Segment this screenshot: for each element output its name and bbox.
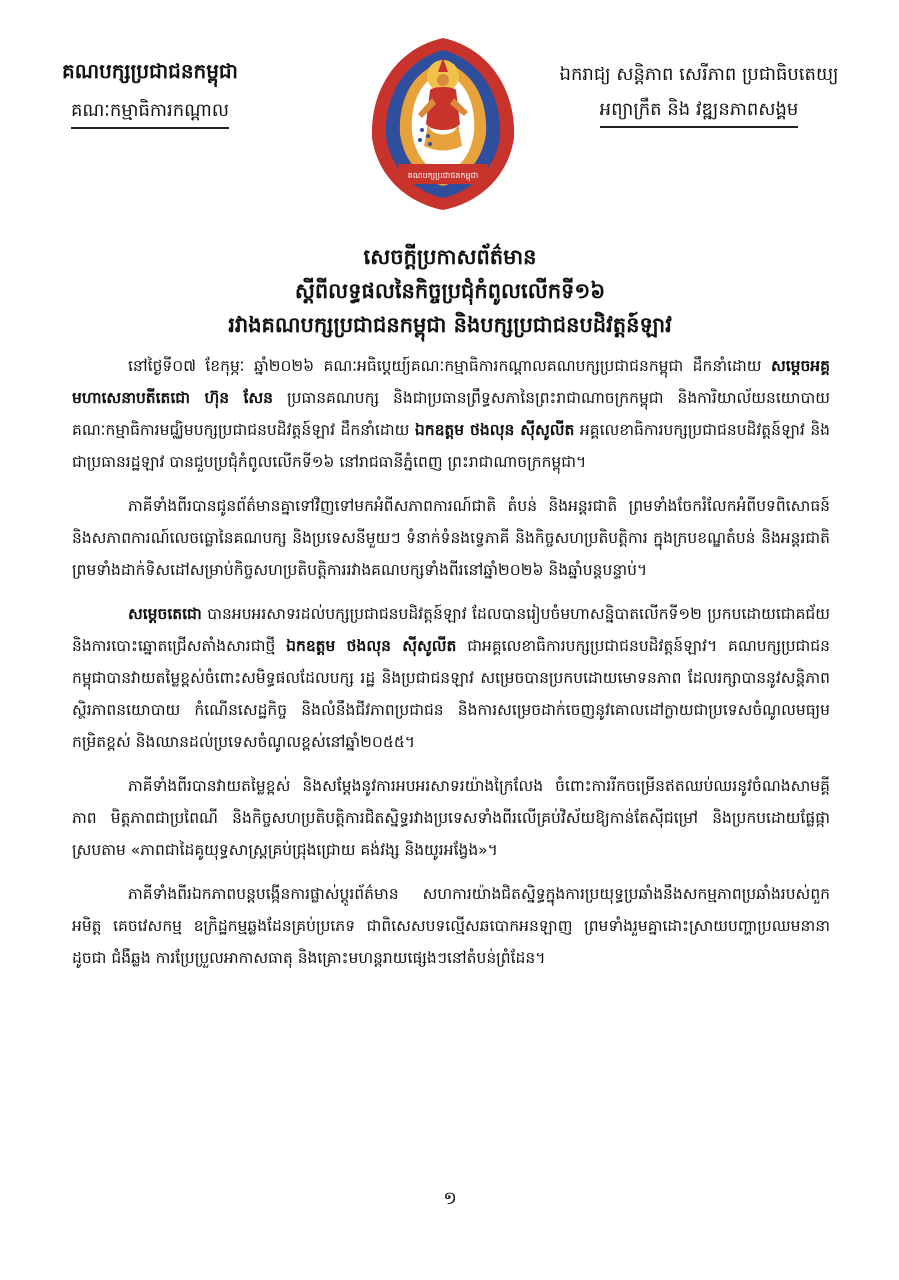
p1-thongloun: ឯកឧត្តម ថងលុន ស៊ីសូលីត	[414, 421, 575, 439]
document-body	[72, 350, 830, 986]
committee-name: គណៈកម្មាធិការកណ្តាល	[71, 98, 229, 129]
page-number: ១	[443, 1188, 457, 1209]
paragraph-4: ភាគីទាំងពីរបានវាយតម្លៃខ្ពស់ និងសម្តែងនូវការអបអរសាទរយ៉ាងក្រៃលែង ចំពោះការរីកចម្រើនឥតឈប់ឈរនូវចំណងសាមគ្គីភាព មិត្តភាពជាប្រពៃណី និងកិច្ចសហប្រតិបត្តិការជិតស្និទ្ធរវាងប្រទេសទាំងពីរលើគ្រប់វិស័យឱ្យកាន់តែស៊ីជម្រៅ និងប្រកបដោយផ្លែផ្កា ស្របតាម «ភាពជាដៃគូយុទ្ធសាស្ត្រគ្រប់ជ្រុងជ្រោយ គង់វង្ស និងយូរអង្វែង»។	[72, 777, 830, 859]
paragraph-5: ភាគីទាំងពីរឯកភាពបន្តបង្កើនការផ្លាស់ប្តូរព័ត៌មាន សហការយ៉ាងជិតស្និទ្ធក្នុងការប្រយុទ្ធប្រឆាំងនឹងសកម្មភាពប្រឆាំងរបស់ពួកអមិត្ត គេចវេសកម្ម ឧក្រិដ្ឋកម្មឆ្លងដែនគ្រប់ប្រភេទ ជាពិសេសបទល្មើសឆបោកអនឡាញ ព្រមទាំងរួមគ្នាដោះស្រាយបញ្ហាប្រឈមនានាដូចជា ជំងឺឆ្លង ការប្រែប្រួលអាកាសធាតុ និងគ្រោះមហន្តរាយផ្សេងៗនៅតំបន់ព្រំដែន។	[72, 885, 830, 967]
p3-samdech: សម្តេចតេជោ	[128, 605, 202, 623]
national-motto-line1: ឯករាជ្យ សន្តិភាព សេរីភាព ប្រជាធិបតេយ្យ	[559, 64, 839, 85]
p3-text-b: បានអបអរសាទរដល់បក្សប្រជាជនបដិវត្តន៍ឡាវ ដែលបានរៀបចំមហាសន្និបាតលើកទី១២ ប្រកបដោយជោគជ័យ និងការបោះឆ្នោតជ្រើសតាំងសារជាថ្មី	[72, 605, 830, 655]
paragraph-2: ភាគីទាំងពីរបានជូនព័ត៌មានគ្នាទៅវិញទៅមកអំពីសភាពការណ៍ជាតិ តំបន់ និងអន្តរជាតិ ព្រមទាំងចែករំលែកអំពីបទពិសោធន៍ និងសភាពការណ៍លេចធ្លោនៃគណបក្ស និងប្រទេសនីមួយៗ ទំនាក់ទំនងទ្វេភាគី និងកិច្ចសហប្រតិបត្តិការ ក្នុងក្របខណ្ឌតំបន់ និងអន្តរជាតិ ព្រមទាំងដាក់ទិសដៅសម្រាប់កិច្ចសហប្រតិបត្តិការរវាងគណបក្សទាំងពីរនៅឆ្នាំ២០២៦ និងឆ្នាំបន្តបន្ទាប់។	[72, 497, 830, 579]
paragraph-1	[72, 350, 830, 478]
national-motto-line2: អព្យាក្រឹត និង វឌ្ឍនភាពសង្គម	[600, 97, 799, 128]
paragraph-3	[72, 598, 830, 758]
p3-thongloun: ឯកឧត្តម ថងលុន ស៊ីសូលីត	[286, 637, 457, 655]
document-titles	[80, 240, 820, 342]
header-left	[40, 58, 260, 129]
title-line-3: រវាងគណបក្សប្រជាជនកម្ពុជា និងបក្សប្រជាជនបដិវត្តន៍ឡាវ	[228, 313, 672, 337]
party-logo	[358, 28, 528, 218]
logo-banner	[398, 164, 488, 184]
party-logo-emblem	[358, 28, 528, 218]
title-line-2: ស្តីពីលទ្ធផលនៃកិច្ចប្រជុំកំពូលលើកទី១៦	[294, 279, 606, 303]
p1-text-e: អគ្គលេខាធិការបក្សប្រជាជនបដិវត្តន៍ឡាវ និងជាប្រធានរដ្ឋឡាវ បានជួបប្រជុំកំពូលលើកទី១៦ នៅរាជធានីភ្នំពេញ ព្រះរាជាណាចក្រកម្ពុជា។	[72, 421, 830, 471]
p3-text-d: ជាអគ្គលេខាធិការបក្សប្រជាជនបដិវត្តន៍ឡាវ។ គណបក្សប្រជាជនកម្ពុជាបានវាយតម្លៃខ្ពស់ចំពោះសមិទ្ធផលដែលបក្ស រដ្ឋ និងប្រជាជនឡាវ សម្រេចបានប្រកបដោយមោទនភាព ដែលរក្សាបាននូវសន្តិភាព ស្ថិរភាពនយោបាយ កំណើនសេដ្ឋកិច្ច និងលំនឹងជីវភាពប្រជាជន និងការសម្រេចដាក់ចេញនូវគោលដៅក្លាយជាប្រទេសចំណូលមធ្យមកម្រិតខ្ពស់ និងឈានដល់ប្រទេសចំណូលខ្ពស់នៅឆ្នាំ២០៥៥។	[72, 637, 830, 751]
p1-text-c: ប្រធានគណបក្ស និងជាប្រធានព្រឹទ្ធសភានៃព្រះរាជាណាចក្រកម្ពុជា និងការិយាល័យនយោបាយគណៈកម្មាធិការមជ្ឈិមបក្សប្រជាជនបដិវត្តន៍ឡាវ ដឹកនាំដោយ	[72, 389, 830, 439]
p1-text-a: នៅថ្ងៃទី០៧ ខែកុម្ភៈ ឆ្នាំ២០២៦ គណៈអធិប្តេយ្យ៍គណៈកម្មាធិការកណ្តាលគណបក្សប្រជាជនកម្ពុជា ដឹកនាំដោយ	[128, 357, 771, 375]
header-right	[539, 62, 859, 128]
title-line-1: សេចក្តីប្រកាសព័ត៌មាន	[363, 245, 537, 269]
p1-hun-sen: សម្តេចអគ្គមហាសេនាបតីតេជោ ហ៊ុន សែន	[72, 357, 830, 407]
party-name: គណបក្សប្រជាជនកម្ពុជា	[62, 59, 238, 83]
logo-banner-text: គណបក្សប្រជាជនកម្ពុជា	[407, 171, 479, 180]
